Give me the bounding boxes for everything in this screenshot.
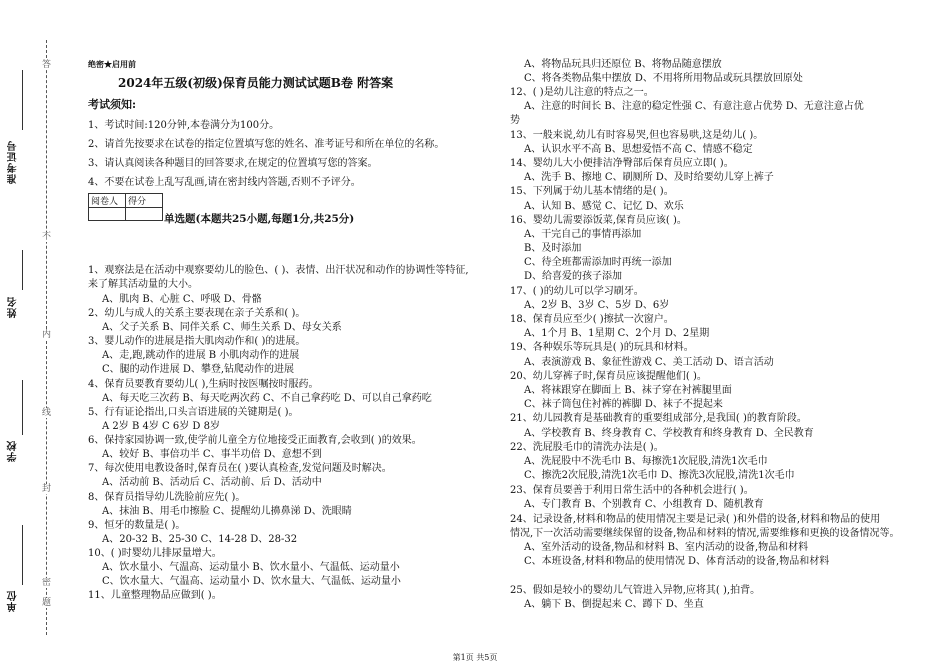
option-line: C、本班设备,材料和物品的使用情况 D、体育活动的设备,物品和材料 [524,556,830,567]
question-line: 15、下列属于幼儿基本情绪的是( )。 [510,186,674,197]
page-title: 2024年五级(初级)保育员能力测试试题B卷 附答案 [118,76,394,90]
question-line: 11、儿童整理物品应做到( )。 [88,590,222,601]
option-line: A、表演游戏 B、象征性游戏 C、美工活动 D、语言活动 [524,357,774,368]
question-line: 7、每次使用电教设备时,保育员在( )要认真检查,发觉问题及时解决。 [88,463,392,474]
question-line: 14、婴幼儿大小便排洁净臀部后保育员应立即( )。 [510,158,734,169]
option-line: A 2岁 B 4岁 C 6岁 D 8岁 [102,421,220,432]
page-footer: 第1页 共5页 [452,653,498,662]
seal-char: 不 [42,232,52,242]
question-line: 9、恒牙的数量是( )。 [88,520,186,531]
note-item: 2、请首先按要求在试卷的指定位置填写您的姓名、准考证号和所在单位的名称。 [88,139,445,150]
option-line: A、学校教育 B、终身教育 C、学校教育和终身教育 D、全民教育 [524,428,814,439]
secret-mark: 绝密★启用前 [88,59,136,69]
label-name: 姓名 [8,296,19,318]
seal-char: 答 [42,60,52,70]
question-line: 来了解其活动量的大小。 [88,279,198,290]
question-line: 8、保育员指导幼儿洗脸前应先( )。 [88,492,246,503]
option-line: A、注意的时间长 B、注意的稳定性强 C、有意注意占优势 D、无意注意占优 [524,101,864,112]
section-heading: 单选题(本题共25小题,每题1分,共25分) [164,213,355,225]
option-line: D、给喜爱的孩子添加 [524,271,623,282]
question-line: 12、( )是幼儿注意的特点之一。 [510,87,654,98]
option-line: A、饮水量小、气温高、运动量小 B、饮水量小、气温低、运动量小 [102,562,400,573]
note-item: 3、请认真阅读各种题目的回答要求,在规定的位置填写您的答案。 [88,158,378,169]
question-line: 17、( )的幼儿可以学习刷牙。 [510,286,644,297]
option-line: A、20-32 B、25-30 C、14-28 D、28-32 [102,534,298,545]
question-line: 21、幼儿园教育是基础教育的重要组成部分,是我国( )的教育阶段。 [510,413,807,424]
option-line: A、专门教育 B、个别教育 C、小组教育 D、随机教育 [524,499,764,510]
grader-cell: 阅卷人 [89,194,126,208]
option-line: C、擦洗2次屁股,清洗1次毛巾 D、擦洗3次屁股,清洗1次毛巾 [524,470,795,481]
option-line: A、室外活动的设备,物品和材料 B、室内活动的设备,物品和材料 [524,542,809,553]
fill-line [22,525,23,585]
option-line: A、较好 B、事倍功半 C、事半功倍 D、意想不到 [102,449,322,460]
question-line: 19、各种娱乐等玩具是( )的玩具和材料。 [510,342,694,353]
note-item: 4、不要在试卷上乱写乱画,请在密封线内答题,否则不予评分。 [88,177,361,188]
option-line: A、认知 B、感觉 C、记忆 D、欢乐 [524,201,684,212]
question-line: 13、一般来说,幼儿有时容易哭,但也容易哄,这是幼儿( )。 [510,130,764,141]
question-line: 6、保持家园协调一致,使学前儿童全方位地接受正面教育,会收到( )的效果。 [88,435,422,446]
label-school: 学校 [8,440,19,462]
question-line: 5、行有证论指出,口头言语进展的关键期是( )。 [88,407,299,418]
option-line: B、及时添加 [524,243,582,254]
option-line: A、活动前 B、活动后 C、活动前、后 D、活动中 [102,477,322,488]
binding-margin [0,0,70,671]
option-line: 势 [510,115,520,126]
option-line: A、抹油 B、用毛巾擦脸 C、提醒幼儿擤鼻涕 D、洗眼睛 [102,506,352,517]
question-line: 24、记录设备,材料和物品的使用情况主要是记录( )和外借的设备,材料和物品的使用 [510,514,881,525]
seal-char: 题 [42,598,52,608]
question-line: 25、假如是较小的婴幼儿气管进入异物,应将其( ),拍背。 [510,585,761,596]
question-line: 情况,下一次活动需要继续保留的设备,物品和材料的情况,需要维修和更换的设备情况等。 [510,528,900,539]
option-line: A、躺下 B、倒提起来 C、蹲下 D、坐直 [524,599,704,610]
score-table [88,193,163,221]
option-line: A、洗手 B、擦地 C、刷厕所 D、及时给要幼儿穿上裤子 [524,172,774,183]
option-line: A、认识水平不高 B、思想爱悟不高 C、情感不稳定 [524,144,753,155]
question-line: 10、( )时婴幼儿排尿量增大。 [88,548,222,559]
score-input[interactable] [126,208,163,221]
question-line: 3、婴儿动作的进展是指大肌肉动作和( )的进展。 [88,336,306,347]
label-exam-number: 准考证号 [8,140,19,184]
seal-char: 密 [42,578,52,588]
note-item: 1、考试时间:120分钟,本卷满分为100分。 [88,120,280,131]
question-line: 23、保育员要善于利用日常生活中的各种机会进行( )。 [510,485,754,496]
seal-char: 内 [42,330,52,340]
option-line: A、每天吃三次药 B、每天吃两次药 C、不自己拿药吃 D、可以自己拿药吃 [102,393,432,404]
notes-heading: 考试须知: [88,98,137,111]
option-line: A、2岁 B、3岁 C、5岁 D、6岁 [524,300,670,311]
option-line: A、父子关系 B、同伴关系 C、师生关系 D、母女关系 [102,322,342,333]
option-line: A、1个月 B、1星期 C、2个月 D、2星期 [524,328,710,339]
option-line: A、洗屁股中不洗毛巾 B、每擦洗1次屁股,清洗1次毛巾 [524,456,768,467]
question-line: 16、婴幼儿需要添饭菜,保育员应该( )。 [510,215,687,226]
grader-input[interactable] [89,208,126,221]
option-line: A、将物品玩具归还原位 B、将物品随意摆放 [524,59,722,70]
option-line: C、待全班都需添加时再统一添加 [524,257,672,268]
fill-line [22,70,23,130]
option-line: A、肌肉 B、心脏 C、呼吸 D、骨骼 [102,294,262,305]
question-line: 4、保育员要教育要幼儿( ),生病时按医嘱按时服药。 [88,379,319,390]
option-line: A、干完自己的事情再添加 [524,229,642,240]
option-line: C、袜子筒包住衬裤的裤脚 D、袜子不提起来 [524,399,723,410]
label-unit: 单位 [8,590,19,612]
option-line: C、腿的动作进展 D、攀登,钻爬动作的进展 [102,364,295,375]
question-line: 18、保育员应至少( )擦拭一次窗户。 [510,314,674,325]
question-line: 22、洗屁股毛巾的清洗办法是( )。 [510,442,664,453]
option-line: A、将袜跟穿在脚面上 B、袜子穿在衬裤腿里面 [524,385,732,396]
score-cell: 得分 [126,194,163,208]
fill-line [22,380,23,435]
option-line: A、走,跑,跳动作的进展 B 小肌肉动作的进展 [102,350,300,361]
seal-char: 线 [42,408,52,418]
option-line: C、饮水量大、气温高、运动量小 D、饮水量大、气温低、运动量小 [102,576,401,587]
fill-line [22,250,23,290]
option-line: C、将各类物品集中摆放 D、不用将所用物品或玩具摆放回原处 [524,73,803,84]
question-line: 1、观察法是在活动中观察要幼儿的脸色、( )、表情、出汗状况和动作的协调性等特征, [88,265,469,276]
seal-char: 封 [42,484,52,494]
question-line: 2、幼儿与成人的关系主要表现在亲子关系和( )。 [88,308,306,319]
question-line: 20、幼儿穿裤子时,保育员应该提醒他们( )。 [510,371,707,382]
